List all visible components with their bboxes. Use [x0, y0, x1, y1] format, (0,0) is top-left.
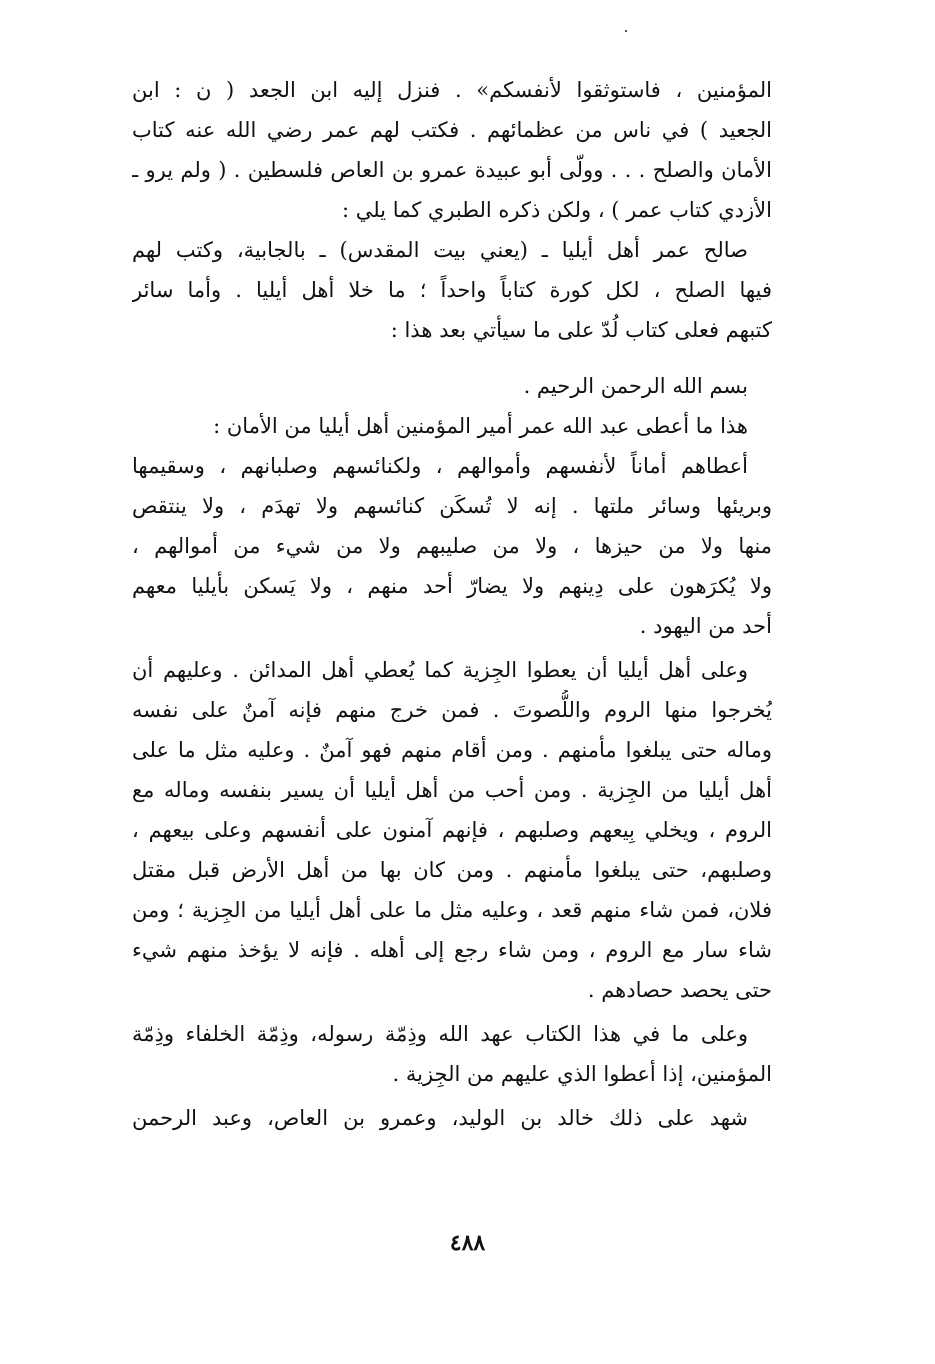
text-line: وعلى ما في هذا الكتاب عهد الله وذِمّة رسوله، وذِمّة الخلفاء وذِمّة: [132, 1022, 748, 1046]
text-line: الأزدي كتاب عمر ) ، ولكن ذكره الطبري كما يلي :: [341, 198, 772, 222]
text-line: يُخرجوا منها الروم واللُّصوتَ . فمن خرج منهم فإنه آمنٌ على نفسه: [132, 698, 772, 722]
basmala-line: بسم الله الرحمن الرحيم .: [523, 374, 748, 398]
text-line: أهل أيليا من الجِزية . ومن أحب من أهل أيليا أن يسير بنفسه وماله مع: [132, 778, 772, 802]
page-body: [132, 70, 772, 1138]
text-line: وصلبهم، حتى يبلغوا مأمنهم . ومن كان بها من أهل الأرض قبل مقتل: [132, 858, 772, 882]
text-line: فيها الصلح ، لكل كورة كتاباً واحداً ؛ ما خلا أهل أيليا . وأما سائر: [132, 278, 772, 302]
text-line: حتى يحصد حصادهم .: [587, 978, 772, 1002]
stray-mark: [625, 30, 627, 32]
text-line: الروم ، ويخلي بِيعهم وصلبهم ، فإنهم آمنون على أنفسهم وعلى بيعهم ،: [132, 818, 772, 842]
text-line: أعطاهم أماناً لأنفسهم وأموالهم ، ولكنائسهم وصلبانهم ، وسقيمها: [132, 454, 748, 478]
text-line: الأمان والصلح . . . وولّى أبو عبيدة عمرو بن العاص فلسطين . ( ولم يرو ـ: [132, 158, 772, 182]
text-line: هذا ما أعطى عبد الله عمر أمير المؤمنين أهل أيليا من الأمان :: [213, 414, 748, 438]
page-number: ٤٨٨: [449, 1230, 486, 1256]
text-line: شهد على ذلك خالد بن الوليد، وعمرو بن العاص، وعبد الرحمن: [132, 1106, 748, 1130]
text-line: كتبهم فعلى كتاب لُدّ على ما سيأتي بعد هذا :: [390, 318, 772, 342]
text-line: وماله حتى يبلغوا مأمنهم . ومن أقام منهم فهو آمنٌ . وعليه مثل ما على: [132, 738, 772, 762]
text-line: وبريئها وسائر ملتها . إنه لا تُسكَن كنائسهم ولا تهدَم ، ولا ينتقص: [132, 494, 772, 518]
text-line: منها ولا من حيزها ، ولا من صليبهم ولا من شيء من أموالهم ،: [132, 534, 772, 558]
text-line: الجعيد ) في ناس من عظمائهم . فكتب لهم عمر رضي الله عنه كتاب: [132, 118, 772, 142]
text-line: ولا يُكرَهون على دِينهم ولا يضارّ أحد منهم ، ولا يَسكن بأيليا معهم: [132, 574, 772, 598]
text-line: فلان، فمن شاء منهم قعد ، وعليه مثل ما على أهل أيليا من الجِزية ؛ ومن: [132, 898, 772, 922]
text-line: المؤمنين، إذا أعطوا الذي عليهم من الجِزية .: [392, 1062, 772, 1086]
text-line: المؤمنين ، فاستوثقوا لأنفسكم» . فنزل إليه ابن الجعد ( ن : ابن: [132, 78, 772, 102]
text-line: شاء سار مع الروم ، ومن شاء رجع إلى أهله . فإنه لا يؤخذ منهم شيء: [132, 938, 772, 962]
text-line: أحد من اليهود .: [639, 614, 772, 638]
text-line: صالح عمر أهل أيليا ـ (يعني بيت المقدس) ـ بالجابية، وكتب لهم: [132, 238, 748, 262]
text-line: وعلى أهل أيليا أن يعطوا الجِزية كما يُعطي أهل المدائن . وعليهم أن: [132, 658, 748, 682]
